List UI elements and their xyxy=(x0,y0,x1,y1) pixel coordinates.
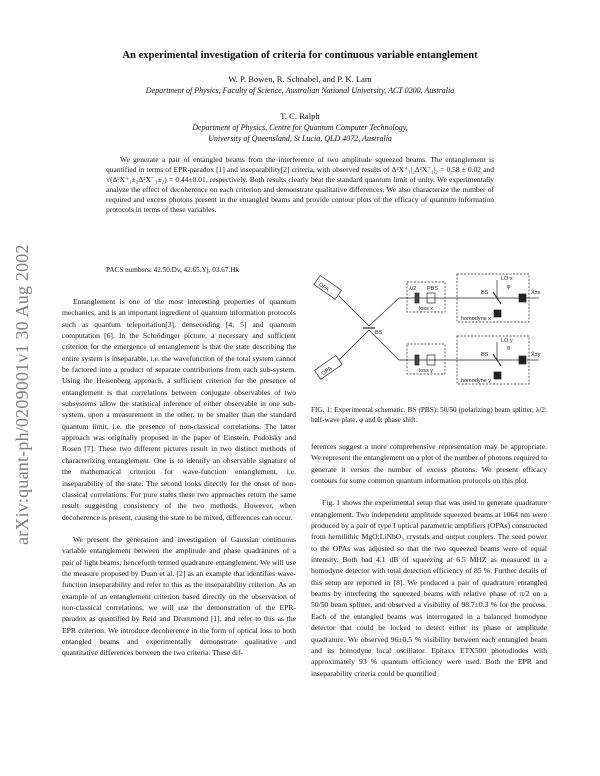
label-theta: θ xyxy=(507,346,511,352)
label-opa-top: OPA xyxy=(317,281,330,294)
label-lambda: λ/2 xyxy=(409,286,417,292)
label-output-top: X̂±x xyxy=(531,290,541,296)
abstract xyxy=(106,155,494,215)
affiliation-1: Department of Physics, Faculty of Science, Australian National University, ACT 0200, Australia xyxy=(145,86,455,95)
schematic-diagram xyxy=(311,268,547,400)
arxiv-identifier: arXiv:quant-ph/0209001v1 30 Aug 2002 xyxy=(12,244,32,545)
label-phi: φ xyxy=(507,284,511,290)
author-list-2: T. C. Ralph xyxy=(280,111,320,121)
label-pbs: PBS xyxy=(427,286,439,292)
figure-1-caption: FIG. 1: Experimental schematic. BS (PBS): 50/50 (polarizing) beam splitter, λ/2: half-wave plate, φ and θ: phase shift. xyxy=(311,406,547,424)
label-bs-bottom: BS xyxy=(481,352,489,358)
abstract-text: We generate a pair of entangled beams from the interference of two amplitude squeezed beams. The entanglement is quantified in terms of EPR-paradox [1] and inseparability[2] criteria, with observed results of Δ²X⁺₁|₂Δ²X⁻₁|₂ = 0.58 ± 0.02 and √(Δ²X⁺₁±₂Δ²X⁻₁±₂) = 0.44±0.01, respectively. Both results clearly beat the standard quantum limit of unity. We experimentally analyze the effect of decoherence on each criterion and demonstrate qualitative differences. We also characterize the number of required and excess photons present in the entangled beams and provide contour plots of the efficacy of quantum information protocols in terms of these variables. xyxy=(106,155,494,214)
paragraph-differences: ferences suggest a more comprehensive representation may be appropriate. We represent the entanglement on a plot of the number of photons required to generate it versus the number of excess photons. We present efficacy contours for some common quantum information protocols on this plot. xyxy=(311,442,547,486)
label-opa-bottom: OPA xyxy=(320,365,334,378)
label-bs-center: BS xyxy=(375,330,383,336)
affiliation-2-line-1: Department of Physics, Centre for Quantum Computer Technology, xyxy=(192,123,408,132)
paper-title: An experimental investigation of criteria for continuous variable entanglement xyxy=(122,50,478,61)
right-column xyxy=(311,441,547,679)
paragraph-present: We present the generation and investigation of Gaussian continuous variable entanglement between the amplitude and phase quadratures of a pair of light beams; henceforth termed quadrature entanglement. We will use the measure proposed by Duan et al. [2] as an example that identifies wave-function inseparability and refer to this as the inseparability criterion. As an example of an entanglement criterion based directly on the observation of non-classical correlations, we will use the demonstration of the EPR-paradox as quantified by Reid and Drummond [1], and refer to this as the EPR criterion. We introduce decoherence in the form of optical loss to both entangled beams and experimentally demonstrate qualitative and quantitative differences between the two criteria. These dif- xyxy=(62,534,296,658)
label-output-bottom: X̂±y xyxy=(531,352,541,358)
label-bs-top: BS xyxy=(481,290,489,296)
paragraph-setup: Fig. 1 shows the experimental setup that was used to generate quadrature entanglement. Two independent amplitude squeezed beams at 1064 nm were produced by a pair of type I optical parametric amplifiers (OPAs) constructed from hemilithic MgO:LiNbO₃ crystals and output couplers. The seed power to the OPAs was adjusted so that the two squeezed beams were of equal intensity. Both had 4.1 dB of squeezing at 6.5 MHZ as measured in a homodyne detector with total detection efficiency of 85 %. Further details of this setup are reported in [8]. We produced a pair of quadrature entangled beams by interfering the squeezed beams with relative phase of π/2 on a 50/50 beam splitter, and observed a visibility of 98.7±0.3 % for the process. Each of the entangled beams was interrogated in a balanced homodyne detector that could be locked to detect either its phase or amplitude quadrature. We observed 96±0.5 % visibility between each entangled beam and its homodyne local oscillator. Epitaxx ETX500 photodiodes with approximately 93 % quantum efficiency were used. Both the EPR and inseparability criteria could be quantified xyxy=(311,498,547,678)
label-homodyne-top: homodyne x xyxy=(461,316,491,322)
paragraph-intro: Entanglement is one of the most interesting properties of quantum mechanics, and is an important ingredient of quantum information protocols such as quantum teleportation[3], densecoding [4, 5] and quantum computation [6]. In the Schrödinger picture, a necessary and sufficient criterion for the emergence of entanglement is that the state describing the entire system is inseparable, i.e. the wavefunction of the total system cannot be factored into a product of separate contributions from each sub-system. Using the Heisenberg approach, a sufficient criterion for the presence of entanglement is that correlations between conjugate observables of two subsystems allow the statistical inference of either observable in one sub-system, upon a measurement in the other, to be smaller than the standard quantum limit, i.e. the presence of non-classical correlations. The latter approach was originally proposed in the paper of Einstein, Podolsky and Rosen [7]. These two different pictures result in two distinct methods of characterizing entanglement. One is to identify an observable signature of the mathematical criterion for wave-function entanglement, i.e. inseparability of the state. The second looks directly for the onset of non-classical correlations. For pure states these two approaches return the same result suggesting consistency of the two methods. However, when decoherence is present, causing the state to be mixed, differences can occur. xyxy=(62,297,296,522)
affiliation-2-line-2: University of Queensland, St Lucia, QLD 4072, Australia xyxy=(208,134,392,143)
label-loss-top: loss x xyxy=(419,306,434,312)
author-list-1: W. P. Bowen, R. Schnabel, and P. K. Lam xyxy=(228,74,372,84)
pacs-numbers: PACS numbers: 42.50.Dv, 42.65.Yj, 03.67.Hk xyxy=(106,266,240,274)
left-column xyxy=(62,296,296,659)
label-lo-top: LO x xyxy=(501,276,513,282)
label-homodyne-bottom: homodyne y xyxy=(461,378,491,384)
label-loss-bottom: loss y xyxy=(419,368,434,374)
figure-1-schematic xyxy=(311,268,547,418)
label-lo-bottom: LO y xyxy=(501,338,513,344)
